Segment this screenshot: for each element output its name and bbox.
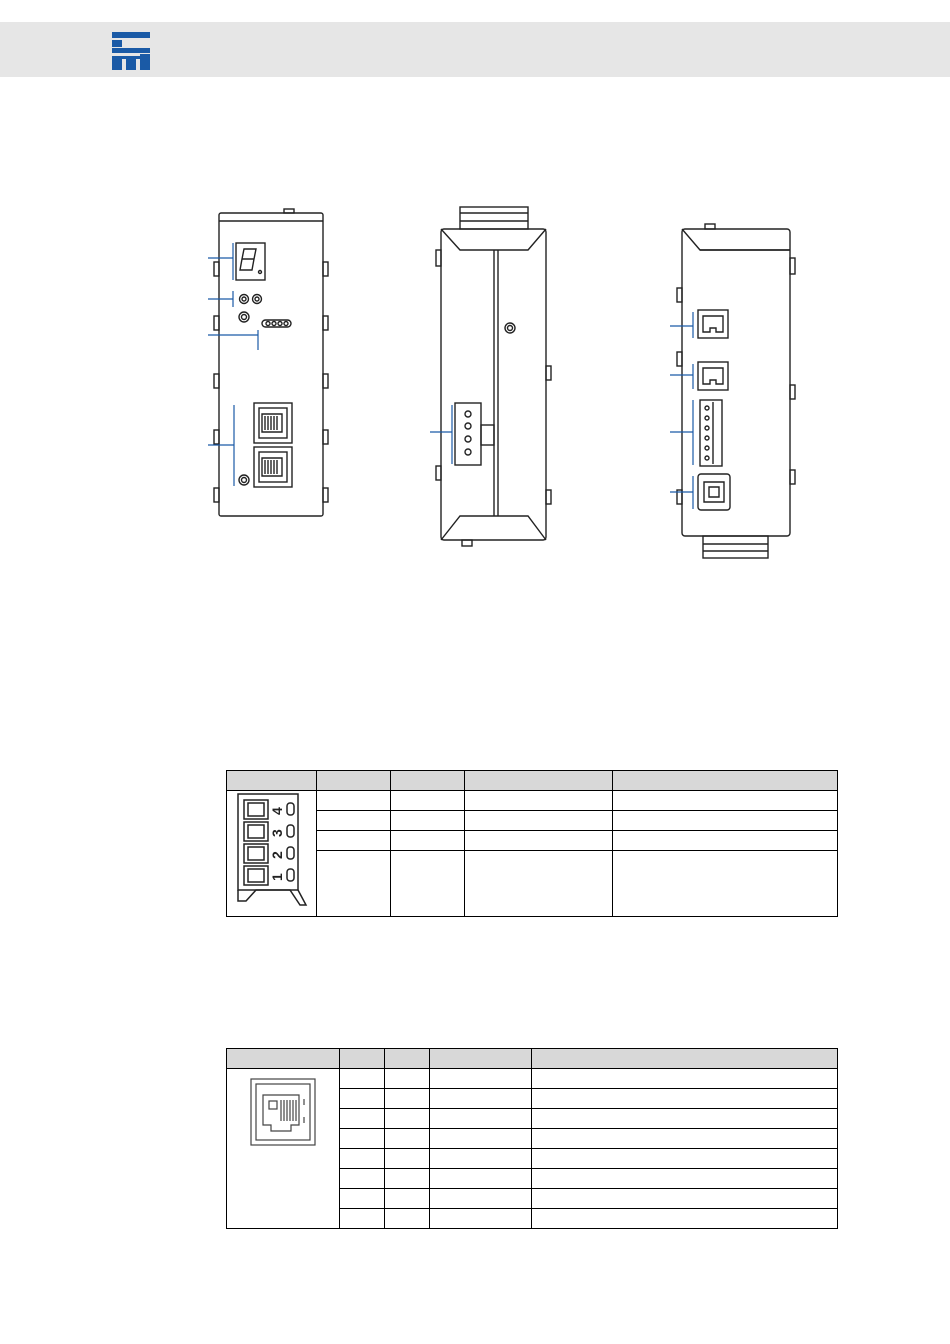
table-cell — [339, 1089, 384, 1109]
table-cell — [429, 1109, 531, 1129]
terminal-block-4-pin-icon — [234, 791, 308, 913]
column-header — [316, 771, 390, 791]
table-cell — [531, 1189, 837, 1209]
table-cell — [384, 1129, 429, 1149]
table-cell — [613, 811, 838, 831]
table-cell — [316, 791, 390, 811]
column-header — [227, 771, 317, 791]
table-cell — [429, 1189, 531, 1209]
table-cell — [531, 1109, 837, 1129]
table-cell — [531, 1089, 837, 1109]
table-row — [227, 851, 838, 917]
table-cell — [384, 1109, 429, 1129]
table-cell — [464, 851, 613, 917]
table-row — [227, 831, 838, 851]
table-cell — [429, 1209, 531, 1229]
terminal-number: 1 — [269, 873, 286, 881]
table-cell — [339, 1169, 384, 1189]
table-header-row — [227, 771, 838, 791]
terminal-number: 3 — [269, 829, 286, 837]
table-cell — [531, 1209, 837, 1229]
column-header — [384, 1049, 429, 1069]
table-cell — [390, 851, 464, 917]
table-cell — [384, 1149, 429, 1169]
table-cell — [384, 1209, 429, 1229]
table-cell — [339, 1129, 384, 1149]
table-cell — [390, 811, 464, 831]
table-cell — [531, 1169, 837, 1189]
table-cell — [531, 1069, 837, 1089]
table-cell — [613, 791, 838, 811]
table-cell — [316, 851, 390, 917]
table-row — [227, 791, 838, 811]
column-header — [390, 771, 464, 791]
table-cell — [384, 1169, 429, 1189]
table-cell — [464, 791, 613, 811]
terminal-block-picture-cell — [227, 791, 317, 917]
table-cell — [339, 1069, 384, 1089]
table-header-row — [227, 1049, 838, 1069]
rj45-socket-icon — [243, 1073, 323, 1153]
table-cell — [316, 811, 390, 831]
column-header — [613, 771, 838, 791]
table-row — [227, 811, 838, 831]
table-cell — [429, 1149, 531, 1169]
table-cell — [429, 1069, 531, 1089]
device-front-view — [208, 209, 328, 516]
table-cell — [339, 1189, 384, 1209]
rj45-picture-cell — [227, 1069, 340, 1229]
table-cell — [390, 791, 464, 811]
rj45-pinout-table — [226, 1048, 838, 1229]
column-header — [227, 1049, 340, 1069]
column-header — [429, 1049, 531, 1069]
column-header — [339, 1049, 384, 1069]
table-cell — [390, 831, 464, 851]
device-rear-view — [670, 224, 795, 558]
column-header — [464, 771, 613, 791]
table-cell — [531, 1129, 837, 1149]
terminal-number: 4 — [269, 807, 286, 815]
table-cell — [531, 1149, 837, 1169]
connector-pinout-table — [226, 770, 838, 917]
table-cell — [429, 1129, 531, 1149]
table-cell — [339, 1209, 384, 1229]
table-row — [227, 1069, 838, 1089]
table-cell — [464, 831, 613, 851]
table-cell — [316, 831, 390, 851]
table-cell — [613, 851, 838, 917]
column-header — [531, 1049, 837, 1069]
table-cell — [339, 1109, 384, 1129]
table-cell — [464, 811, 613, 831]
table-cell — [384, 1189, 429, 1209]
table-cell — [429, 1169, 531, 1189]
device-views — [0, 0, 950, 620]
terminal-number: 2 — [269, 851, 286, 859]
table-cell — [339, 1149, 384, 1169]
device-side-view — [430, 207, 551, 546]
table-cell — [613, 831, 838, 851]
table-cell — [429, 1089, 531, 1109]
table-cell — [384, 1089, 429, 1109]
table-cell — [384, 1069, 429, 1089]
